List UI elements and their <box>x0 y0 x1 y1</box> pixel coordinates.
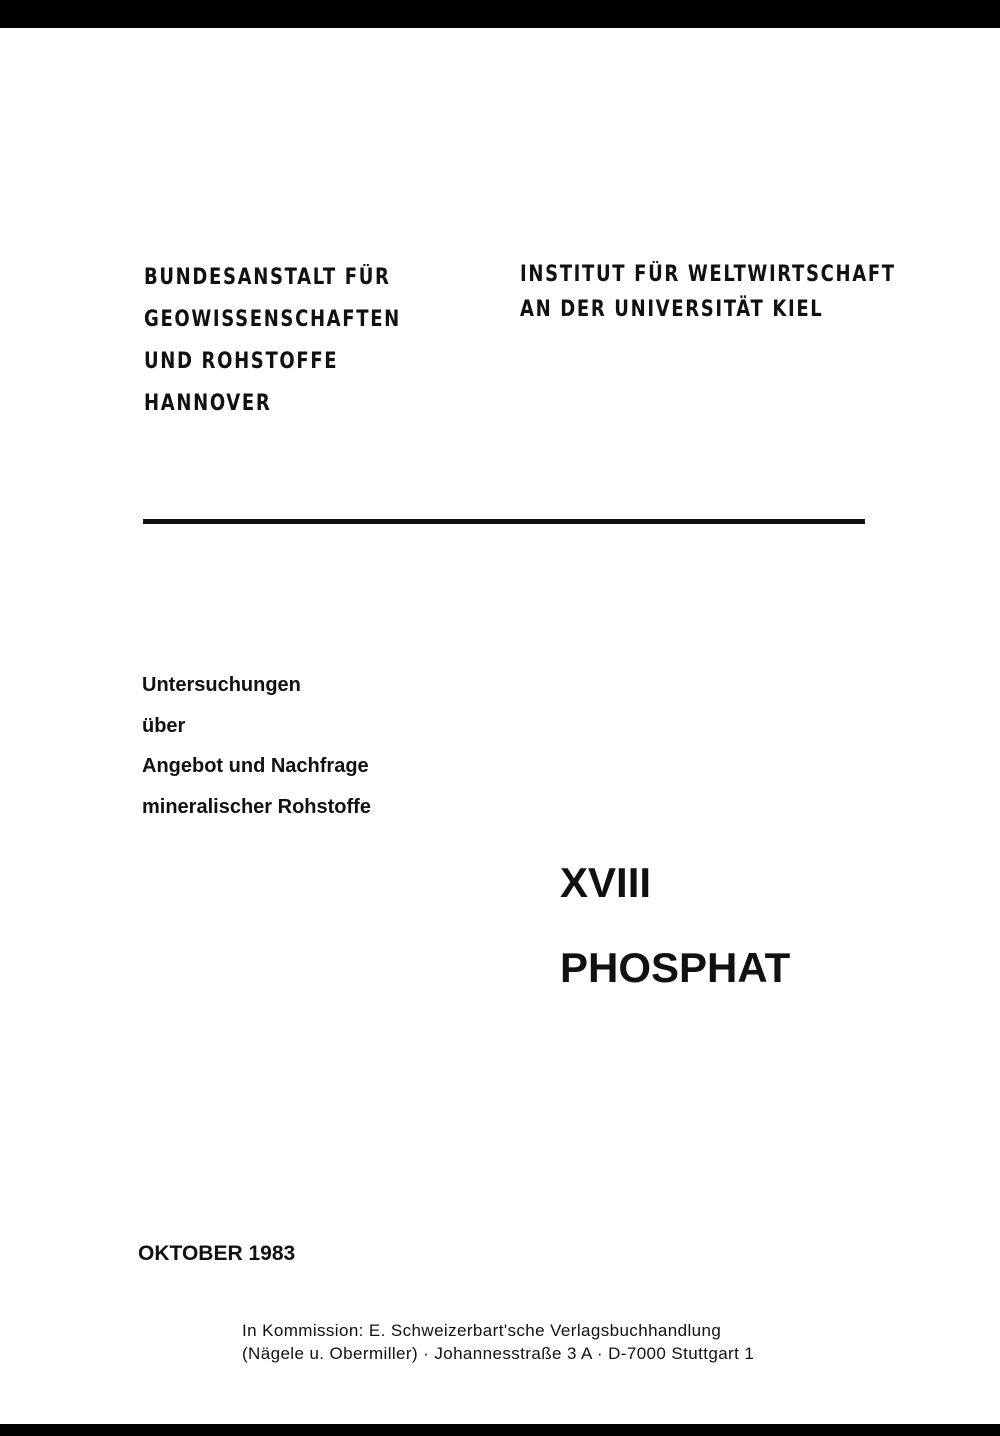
bottom-scan-border <box>0 1424 1000 1436</box>
volume-number: XVIII <box>560 859 652 906</box>
institution-left-line: BUNDESANSTALT FÜR <box>144 265 391 290</box>
top-scan-border <box>0 0 1000 28</box>
institution-right-line: INSTITUT FÜR WELTWIRTSCHAFT <box>520 262 896 287</box>
series-title-line: Untersuchungen <box>142 674 301 696</box>
volume-title: PHOSPHAT <box>560 944 791 991</box>
series-title-line: Angebot und Nachfrage <box>142 755 369 777</box>
institution-right <box>520 260 896 330</box>
publisher-imprint <box>242 1319 754 1365</box>
series-title-line: mineralischer Rohstoffe <box>142 795 371 818</box>
institution-right-line: AN DER UNIVERSITÄT KIEL <box>520 297 824 322</box>
publication-date: OKTOBER 1983 <box>138 1242 296 1265</box>
series-title-line: über <box>142 714 186 737</box>
publisher-line: In Kommission: E. Schweizerbart'sche Verlagsbuchhandlung <box>242 1321 722 1340</box>
institution-left-line: UND ROHSTOFFE <box>144 349 339 374</box>
institution-left-line: HANNOVER <box>144 391 272 416</box>
institution-left <box>144 263 401 431</box>
horizontal-rule <box>143 519 865 524</box>
institution-left-line: GEOWISSENSCHAFTEN <box>144 307 401 332</box>
publisher-line: (Nägele u. Obermiller) · Johannesstraße 3 A · D-7000 Stuttgart 1 <box>242 1344 755 1363</box>
series-title <box>142 665 371 827</box>
